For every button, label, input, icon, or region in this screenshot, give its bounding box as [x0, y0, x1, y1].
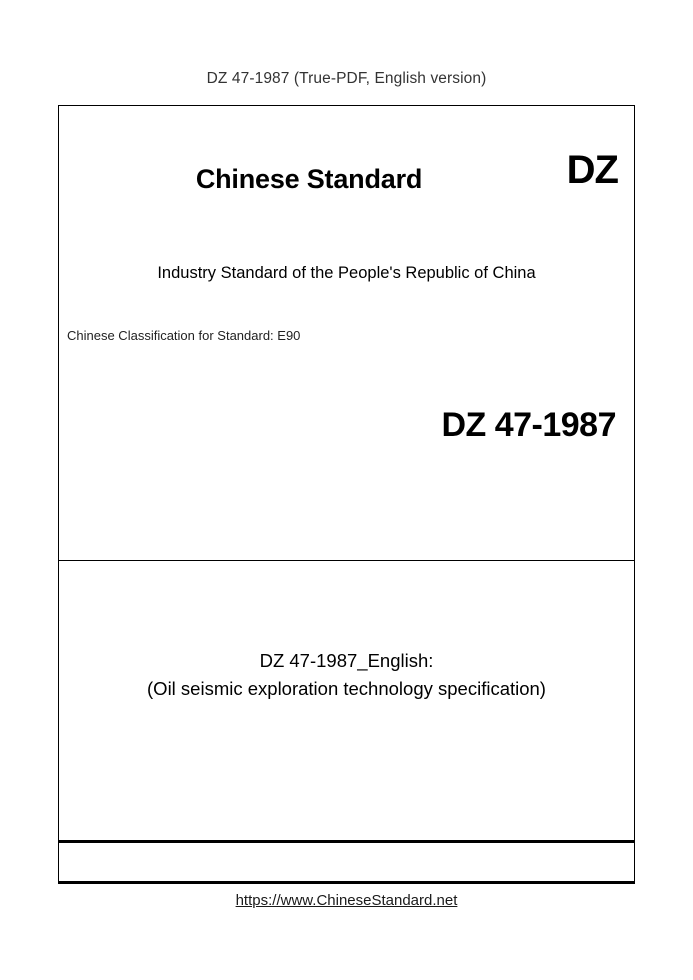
footer-website-link[interactable] [0, 892, 693, 909]
cover-upper-section [59, 106, 634, 561]
cover-frame [58, 105, 635, 884]
industry-standard-line: Industry Standard of the People's Republic of China [157, 264, 536, 282]
document-title-line-1: DZ 47-1987_English: [259, 650, 434, 671]
standard-title: Chinese Standard [195, 164, 423, 194]
cover-middle-section [59, 561, 634, 841]
cover-bottom-bar [59, 841, 634, 883]
page-header-text: DZ 47-1987 (True-PDF, English version) [206, 70, 487, 87]
footer-url-text: https://www.ChineseStandard.net [235, 892, 458, 909]
document-title-line-2: (Oil seismic exploration technology specification) [147, 678, 546, 699]
classification-line: Chinese Classification for Standard: E90 [67, 328, 301, 343]
dz-mark-label: DZ [566, 148, 618, 192]
document-title-block [59, 647, 634, 703]
standard-number: DZ 47-1987 [441, 406, 616, 444]
